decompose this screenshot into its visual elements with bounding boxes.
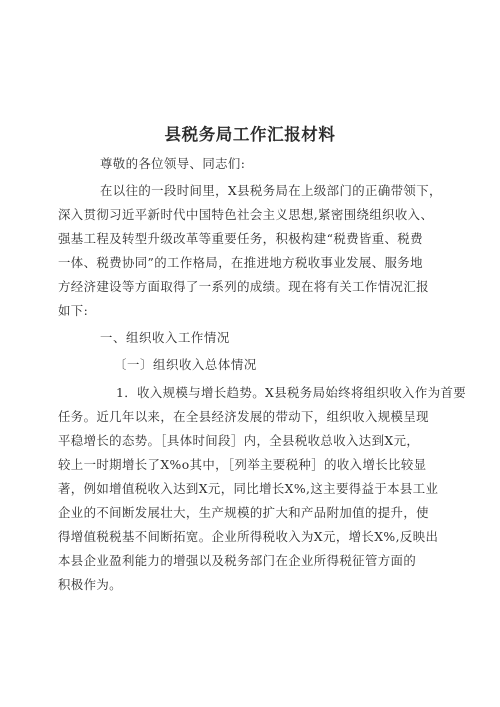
paragraph-line: 得增值税税基不间断拓宽。企业所得税收入为X元，增长X%,反映出 <box>58 529 439 544</box>
paragraph-line: 本县企业盈利能力的增强以及税务部门在企业所得税征管方面的 <box>58 553 417 568</box>
paragraph-line: 1．收入规模与增长趋势。X县税务局始终将组织收入作为首要 <box>116 385 467 400</box>
section-heading: 一、组织收入工作情况 <box>100 330 230 345</box>
intro-line: 一体、税费协同”的工作格局，在推进地方税收事业发展、服务地 <box>58 255 423 270</box>
intro-line: 如下: <box>58 303 89 318</box>
paragraph-line: 平稳增长的态势。［具体时间段］内，全县税收总收入达到X元， <box>58 433 420 448</box>
document-title: 县税务局工作汇报材料 <box>164 125 336 144</box>
intro-line: 强基工程及转型升级改革等重要任务，积极构建“税费皆重、税费 <box>58 231 423 246</box>
paragraph-line: 企业的不间断发展壮大，生产规模的扩大和产品附加值的提升，使 <box>58 505 429 520</box>
paragraph-line: 积极作为。 <box>58 577 122 592</box>
paragraph-line: 较上一时期增长了X%o其中，［列举主要税种］的收入增长比较显 <box>58 457 427 472</box>
paragraph-line: 著，例如增值税收入达到X元，同比增长X%,这主要得益于本县工业 <box>58 481 439 496</box>
paragraph-line: 任务。近几年以来，在全县经济发展的带动下，组织收入规模呈现 <box>58 409 429 424</box>
salutation: 尊敬的各位领导、同志们: <box>100 156 246 171</box>
intro-line: 在以往的一段时间里，X县税务局在上级部门的正确带领下， <box>100 183 442 198</box>
intro-line: 方经济建设等方面取得了一系列的成绩。现在将有关工作情况汇报 <box>58 279 429 294</box>
subsection-heading: 〔一〕组织收入总体情况 <box>114 357 257 372</box>
intro-line: 深入贯彻习近平新时代中国特色社会主义思想,紧密围绕组织收入、 <box>58 207 434 222</box>
